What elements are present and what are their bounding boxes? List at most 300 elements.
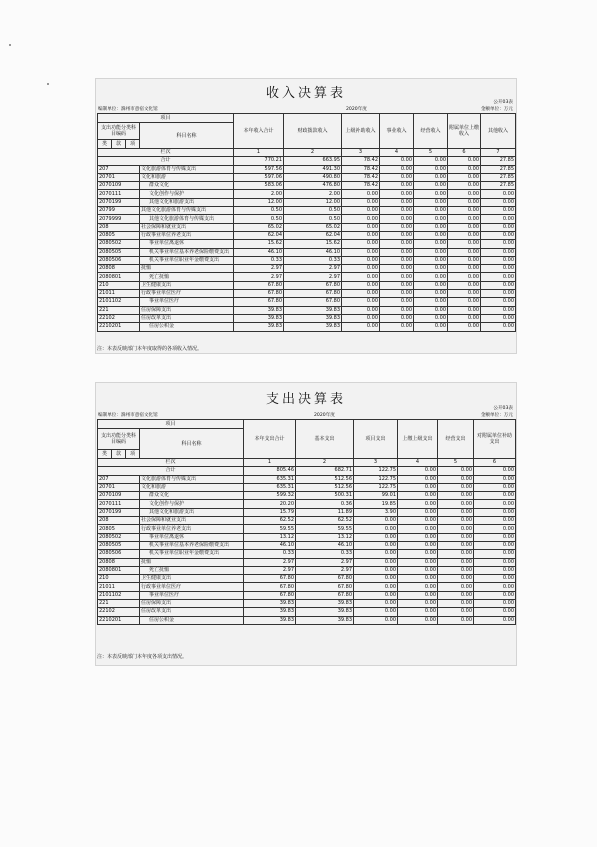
row-value: 0.00	[448, 173, 481, 181]
row-value: 0.00	[448, 198, 481, 206]
expense-header-project: 项目	[98, 420, 244, 429]
row-value: 0.00	[354, 591, 398, 599]
row-code: 22102	[98, 608, 140, 616]
row-value: 67.80	[284, 298, 342, 306]
row-value: 59.55	[296, 525, 354, 533]
row-value: 2.00	[284, 190, 342, 198]
row-name: 文化创作与保护	[140, 190, 234, 198]
row-value: 15.62	[284, 240, 342, 248]
expense-header-code: 支出功能分类科目编码	[98, 429, 140, 450]
row-value: 512.56	[296, 483, 354, 491]
row-value: 67.80	[296, 583, 354, 591]
income-statement	[95, 78, 517, 354]
row-value: 0.00	[481, 248, 516, 256]
row-value: 0.00	[414, 223, 448, 231]
row-value: 0.00	[398, 533, 438, 541]
row-value: 46.10	[284, 248, 342, 256]
row-value: 0.00	[438, 616, 474, 624]
row-value: 39.83	[244, 608, 296, 616]
row-value: 0.00	[342, 223, 380, 231]
row-value: 39.83	[244, 616, 296, 624]
row-value: 597.06	[234, 173, 284, 181]
row-name: 住房公积金	[140, 616, 244, 624]
row-value: 0.00	[354, 541, 398, 549]
row-value: 0.00	[398, 591, 438, 599]
expense-table	[97, 419, 516, 625]
row-value: 99.01	[354, 492, 398, 500]
row-value: 0.00	[354, 616, 398, 624]
row-value: 2.00	[234, 190, 284, 198]
row-value: 0.33	[284, 256, 342, 264]
row-value: 0.00	[414, 256, 448, 264]
row-value: 0.00	[414, 198, 448, 206]
row-name: 事业单位医疗	[140, 298, 234, 306]
row-code: 2070199	[98, 198, 140, 206]
row-value: 0.33	[234, 256, 284, 264]
row-code: 207	[98, 165, 140, 173]
table-row	[98, 508, 516, 516]
table-row	[98, 223, 516, 231]
row-value: 0.00	[354, 566, 398, 574]
row-value: 0.00	[414, 190, 448, 198]
row-value: 0.00	[481, 298, 516, 306]
row-value: 11.89	[296, 508, 354, 516]
row-value: 0.00	[448, 265, 481, 273]
row-value: 46.10	[244, 541, 296, 549]
table-row	[98, 616, 516, 624]
row-value: 0.00	[448, 273, 481, 281]
row-code: 21011	[98, 290, 140, 298]
row-name: 行政事业单位医疗	[140, 583, 244, 591]
expense-header-col: 本年支出合计	[244, 420, 296, 459]
row-value: 0.00	[448, 215, 481, 223]
expense-year: 2020年度	[314, 413, 335, 418]
row-value: 0.00	[474, 608, 516, 616]
row-value: 0.00	[448, 248, 481, 256]
expense-column-number: 3	[354, 459, 398, 467]
table-row	[98, 492, 516, 500]
row-value: 27.85	[481, 182, 516, 190]
row-value: 0.00	[438, 492, 474, 500]
row-value: 67.80	[234, 290, 284, 298]
row-value: 0.00	[342, 248, 380, 256]
row-code: 20808	[98, 558, 140, 566]
income-table	[97, 113, 516, 332]
row-value: 0.00	[448, 323, 481, 331]
row-value: 15.62	[234, 240, 284, 248]
row-name: 群众文化	[140, 492, 244, 500]
row-value: 0.00	[448, 207, 481, 215]
table-row	[98, 575, 516, 583]
row-value: 62.04	[284, 231, 342, 239]
expense-total-label: 合计	[98, 467, 244, 475]
row-value: 0.00	[398, 475, 438, 483]
table-row	[98, 483, 516, 491]
row-code: 20805	[98, 231, 140, 239]
row-value: 2.97	[284, 273, 342, 281]
row-name: 机关事业单位基本养老保险缴费支出	[140, 541, 244, 549]
row-value: 0.00	[474, 500, 516, 508]
row-value: 59.55	[244, 525, 296, 533]
income-note: 注：本表反映部门本年度取得的各项收入情况。	[97, 346, 203, 352]
income-total-value: 0.00	[380, 157, 414, 165]
row-name: 社会保障和就业支出	[140, 223, 234, 231]
row-code: 2070199	[98, 508, 140, 516]
income-total-value: 0.00	[448, 157, 481, 165]
row-code: 221	[98, 306, 140, 314]
row-value: 0.00	[414, 273, 448, 281]
row-value: 0.00	[398, 550, 438, 558]
row-value: 0.00	[380, 223, 414, 231]
row-value: 0.50	[284, 207, 342, 215]
row-value: 0.00	[380, 182, 414, 190]
row-value: 0.00	[481, 281, 516, 289]
row-name: 死亡抚恤	[140, 273, 234, 281]
row-value: 0.00	[474, 591, 516, 599]
row-value: 0.00	[481, 190, 516, 198]
row-value: 0.00	[438, 550, 474, 558]
row-code: 2080505	[98, 541, 140, 549]
row-value: 0.00	[438, 533, 474, 541]
row-value: 0.00	[354, 517, 398, 525]
table-row	[98, 173, 516, 181]
row-value: 0.00	[481, 273, 516, 281]
row-value: 0.00	[481, 223, 516, 231]
row-value: 0.00	[342, 190, 380, 198]
row-value: 0.00	[398, 616, 438, 624]
row-value: 0.00	[342, 215, 380, 223]
row-value: 0.00	[474, 475, 516, 483]
row-value: 0.00	[474, 492, 516, 500]
row-value: 2.97	[284, 265, 342, 273]
row-value: 39.83	[296, 608, 354, 616]
income-total-value: 27.85	[481, 157, 516, 165]
row-name: 行政事业单位医疗	[140, 290, 234, 298]
table-row	[98, 265, 516, 273]
income-total-value: 0.00	[414, 157, 448, 165]
table-row	[98, 500, 516, 508]
row-value: 0.00	[448, 231, 481, 239]
income-header-col: 其他收入	[481, 114, 516, 149]
row-value: 491.30	[284, 165, 342, 173]
row-value: 39.83	[284, 323, 342, 331]
row-name: 机关事业单位职业年金缴费支出	[140, 256, 234, 264]
row-code: 221	[98, 600, 140, 608]
row-value: 0.00	[414, 248, 448, 256]
income-unit-label: 编制单位：滁州市意宿文化馆	[98, 107, 158, 112]
income-column-number: 3	[342, 149, 380, 157]
row-code: 2101102	[98, 298, 140, 306]
row-value: 0.00	[474, 483, 516, 491]
table-row	[98, 182, 516, 190]
row-value: 78.42	[342, 165, 380, 173]
row-code: 2079999	[98, 215, 140, 223]
row-value: 0.00	[481, 198, 516, 206]
row-value: 2.97	[244, 566, 296, 574]
income-column-number: 5	[414, 149, 448, 157]
income-header-project: 项目	[98, 114, 234, 123]
income-total-value: 78.42	[342, 157, 380, 165]
row-value: 78.42	[342, 173, 380, 181]
row-value: 0.00	[474, 550, 516, 558]
row-value: 0.00	[398, 483, 438, 491]
row-value: 67.80	[234, 281, 284, 289]
row-value: 0.33	[244, 550, 296, 558]
row-value: 0.00	[414, 165, 448, 173]
expense-title: 支出决算表	[265, 392, 346, 407]
table-row	[98, 215, 516, 223]
row-name: 其他文化旅游体育与传媒支出	[140, 215, 234, 223]
row-value: 0.00	[438, 508, 474, 516]
row-code: 2080505	[98, 248, 140, 256]
row-value: 20.20	[244, 500, 296, 508]
table-row	[98, 248, 516, 256]
row-value: 0.00	[398, 517, 438, 525]
row-value: 65.02	[284, 223, 342, 231]
income-column-number: 2	[284, 149, 342, 157]
row-value: 122.75	[354, 483, 398, 491]
expense-column-number: 6	[474, 459, 516, 467]
row-value: 0.00	[380, 281, 414, 289]
table-row	[98, 600, 516, 608]
row-value: 0.00	[398, 575, 438, 583]
row-value: 0.00	[448, 240, 481, 248]
row-value: 0.00	[414, 207, 448, 215]
income-column-number: 7	[481, 149, 516, 157]
row-value: 0.50	[234, 207, 284, 215]
expense-form-number: 公开03表	[493, 406, 513, 411]
income-header-xiang: 项	[126, 140, 140, 149]
row-value: 0.00	[354, 558, 398, 566]
row-code: 2080502	[98, 240, 140, 248]
table-row	[98, 273, 516, 281]
row-value: 2.97	[244, 558, 296, 566]
row-value: 0.00	[342, 231, 380, 239]
income-money-unit: 金额单位：万元	[480, 107, 513, 112]
row-value: 0.00	[342, 198, 380, 206]
row-value: 0.00	[398, 508, 438, 516]
row-code: 210	[98, 575, 140, 583]
row-value: 597.56	[234, 165, 284, 173]
row-name: 住房保障支出	[140, 306, 234, 314]
row-value: 67.80	[296, 591, 354, 599]
row-value: 476.80	[284, 182, 342, 190]
row-value: 0.00	[342, 306, 380, 314]
row-value: 635.31	[244, 483, 296, 491]
row-value: 13.12	[296, 533, 354, 541]
income-column-number: 1	[234, 149, 284, 157]
row-code: 2070109	[98, 492, 140, 500]
row-name: 抚恤	[140, 558, 244, 566]
row-value: 0.00	[414, 314, 448, 322]
row-value: 0.00	[398, 558, 438, 566]
expense-header-col: 基本支出	[296, 420, 354, 459]
expense-column-number: 1	[244, 459, 296, 467]
row-value: 39.83	[234, 323, 284, 331]
row-name: 事业单位离退休	[140, 240, 234, 248]
row-value: 2.97	[234, 265, 284, 273]
row-name: 机关事业单位职业年金缴费支出	[140, 550, 244, 558]
row-name: 群众文化	[140, 182, 234, 190]
row-name: 机关事业单位基本养老保险缴费支出	[140, 248, 234, 256]
row-value: 0.00	[448, 314, 481, 322]
row-value: 67.80	[244, 583, 296, 591]
row-value: 0.00	[380, 165, 414, 173]
table-row	[98, 165, 516, 173]
row-value: 0.00	[380, 273, 414, 281]
row-name: 文化旅游体育与传媒支出	[140, 165, 234, 173]
row-value: 0.00	[438, 600, 474, 608]
row-value: 0.00	[380, 240, 414, 248]
row-value: 0.36	[296, 500, 354, 508]
row-value: 0.00	[448, 298, 481, 306]
row-value: 0.00	[414, 298, 448, 306]
row-value: 0.00	[438, 517, 474, 525]
expense-header-lei: 类	[98, 450, 112, 459]
row-value: 0.00	[474, 558, 516, 566]
row-value: 0.00	[380, 173, 414, 181]
row-code: 207	[98, 475, 140, 483]
row-value: 0.50	[234, 215, 284, 223]
row-value: 0.00	[380, 256, 414, 264]
row-code: 20701	[98, 173, 140, 181]
row-value: 0.00	[380, 215, 414, 223]
income-header-kuan: 款	[112, 140, 126, 149]
expense-note: 注：本表反映部门本年度各项支出情况。	[97, 654, 188, 660]
row-value: 0.00	[354, 583, 398, 591]
row-value: 635.31	[244, 475, 296, 483]
row-value: 39.83	[234, 306, 284, 314]
row-value: 67.80	[284, 290, 342, 298]
row-value: 0.00	[398, 500, 438, 508]
row-value: 0.00	[414, 306, 448, 314]
row-value: 500.31	[296, 492, 354, 500]
row-value: 0.00	[474, 575, 516, 583]
table-row	[98, 533, 516, 541]
income-header-col: 财政拨款收入	[284, 114, 342, 149]
row-value: 0.00	[438, 483, 474, 491]
table-row	[98, 475, 516, 483]
row-value: 0.00	[380, 198, 414, 206]
expense-total-value: 0.00	[438, 467, 474, 475]
table-row	[98, 290, 516, 298]
row-code: 2070111	[98, 190, 140, 198]
row-value: 0.00	[414, 231, 448, 239]
row-name: 文化和旅游	[140, 173, 234, 181]
row-value: 39.83	[244, 600, 296, 608]
expense-header-col: 上缴上级支出	[398, 420, 438, 459]
table-row	[98, 517, 516, 525]
row-code: 2080801	[98, 566, 140, 574]
row-value: 39.83	[296, 616, 354, 624]
expense-header-col: 对附属单位补助支出	[474, 420, 516, 459]
row-value: 0.00	[380, 231, 414, 239]
row-value: 0.00	[342, 290, 380, 298]
scan-speck	[47, 83, 49, 85]
row-value: 0.00	[438, 591, 474, 599]
table-row	[98, 281, 516, 289]
row-name: 住房改革支出	[140, 314, 234, 322]
row-value: 62.52	[296, 517, 354, 525]
row-value: 0.00	[448, 281, 481, 289]
row-code: 2080502	[98, 533, 140, 541]
income-total-value: 663.95	[284, 157, 342, 165]
row-value: 0.00	[474, 517, 516, 525]
row-value: 0.50	[284, 215, 342, 223]
row-value: 0.00	[481, 240, 516, 248]
row-value: 0.00	[342, 298, 380, 306]
income-title: 收入决算表	[265, 86, 346, 101]
row-value: 2.97	[296, 566, 354, 574]
row-code: 2210201	[98, 616, 140, 624]
scan-speck	[9, 44, 11, 46]
table-row	[98, 306, 516, 314]
row-value: 13.12	[244, 533, 296, 541]
row-value: 490.80	[284, 173, 342, 181]
row-name: 文化和旅游	[140, 483, 244, 491]
row-value: 0.00	[354, 533, 398, 541]
row-name: 社会保障和就业支出	[140, 517, 244, 525]
row-code: 20805	[98, 525, 140, 533]
row-value: 0.00	[474, 600, 516, 608]
row-value: 0.00	[354, 600, 398, 608]
row-code: 21011	[98, 583, 140, 591]
income-header-col: 经营收入	[414, 114, 448, 149]
row-value: 0.00	[342, 265, 380, 273]
row-value: 27.85	[481, 165, 516, 173]
row-name: 文化创作与保护	[140, 500, 244, 508]
row-value: 0.00	[481, 231, 516, 239]
expense-rows	[98, 475, 516, 624]
row-value: 0.00	[448, 256, 481, 264]
expense-total-value: 682.71	[296, 467, 354, 475]
row-value: 39.83	[234, 314, 284, 322]
row-value: 78.42	[342, 182, 380, 190]
row-value: 0.00	[474, 508, 516, 516]
table-row	[98, 541, 516, 549]
expense-header-xiang: 项	[126, 450, 140, 459]
row-value: 0.00	[414, 182, 448, 190]
table-row	[98, 608, 516, 616]
row-value: 67.80	[234, 298, 284, 306]
row-value: 0.00	[481, 207, 516, 215]
row-value: 0.00	[474, 541, 516, 549]
row-value: 0.00	[481, 314, 516, 322]
income-year: 2020年度	[346, 107, 367, 112]
row-value: 0.00	[398, 608, 438, 616]
income-header-lei: 类	[98, 140, 112, 149]
table-row	[98, 240, 516, 248]
row-value: 0.00	[342, 314, 380, 322]
row-value: 0.00	[414, 265, 448, 273]
row-code: 208	[98, 223, 140, 231]
row-code: 2101102	[98, 591, 140, 599]
row-code: 2080506	[98, 256, 140, 264]
row-value: 0.00	[438, 608, 474, 616]
row-value: 0.00	[481, 290, 516, 298]
row-code: 2210201	[98, 323, 140, 331]
row-value: 0.00	[380, 314, 414, 322]
row-name: 死亡抚恤	[140, 566, 244, 574]
expense-column-number: 5	[438, 459, 474, 467]
row-value: 0.00	[398, 583, 438, 591]
expense-header-name: 科目名称	[140, 429, 244, 459]
table-row	[98, 558, 516, 566]
row-code: 208	[98, 517, 140, 525]
table-row	[98, 198, 516, 206]
row-value: 0.00	[342, 273, 380, 281]
row-value: 0.00	[414, 281, 448, 289]
